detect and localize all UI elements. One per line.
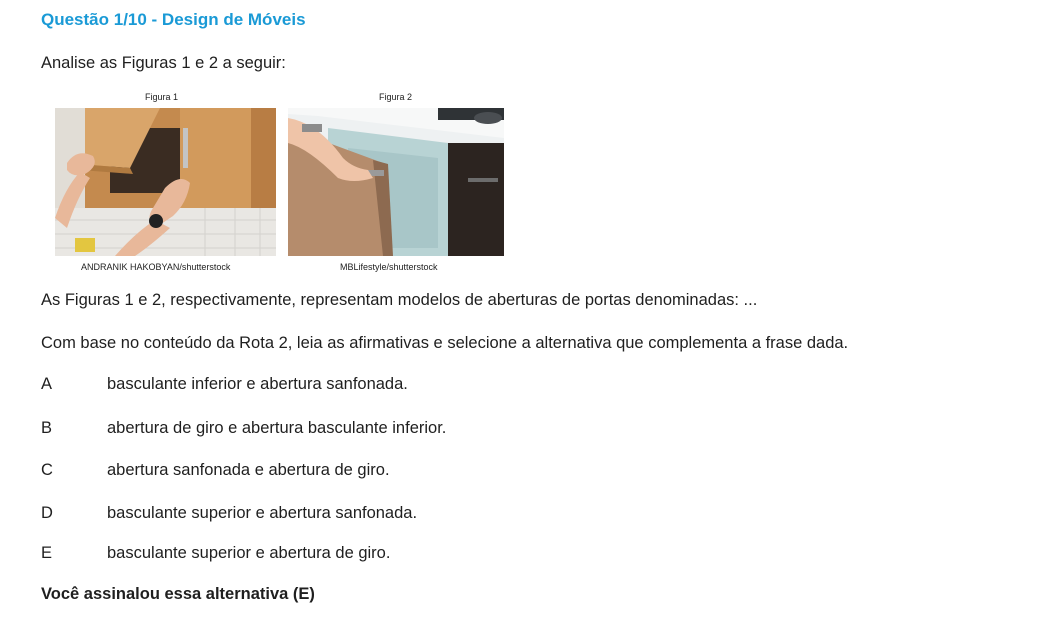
- selected-answer-text: Você assinalou essa alternativa (E): [41, 585, 315, 603]
- figure-2-credit: MBLifestyle/shutterstock: [340, 262, 438, 272]
- figure-1-image: [55, 108, 276, 256]
- option-letter: C: [41, 461, 53, 479]
- option-text: basculante superior e abertura sanfonada.: [107, 504, 418, 522]
- option-c[interactable]: [41, 461, 390, 480]
- option-text: abertura de giro e abertura basculante inferior.: [107, 419, 447, 437]
- figure-1-credit: ANDRANIK HAKOBYAN/shutterstock: [81, 262, 231, 272]
- question-title: Questão 1/10 - Design de Móveis: [41, 10, 306, 29]
- option-letter: A: [41, 375, 53, 393]
- option-d[interactable]: [41, 504, 417, 523]
- option-letter: E: [41, 544, 53, 562]
- question-instruction: Com base no conteúdo da Rota 2, leia as afirmativas e selecione a alternativa que complementa a frase dada.: [41, 334, 849, 352]
- option-text: basculante superior e abertura de giro.: [107, 544, 391, 562]
- option-text: abertura sanfonada e abertura de giro.: [107, 461, 390, 479]
- figure-2-label: Figura 2: [379, 92, 413, 102]
- option-letter: B: [41, 419, 53, 437]
- option-b[interactable]: [41, 419, 446, 438]
- option-e[interactable]: [41, 544, 390, 563]
- option-letter: D: [41, 504, 53, 522]
- option-a[interactable]: [41, 375, 408, 394]
- figure-1-label: Figura 1: [145, 92, 179, 102]
- question-statement: As Figuras 1 e 2, respectivamente, representam modelos de aberturas de portas denominadas: ...: [41, 291, 758, 309]
- figure-2-image: [288, 108, 504, 256]
- intro-text: Analise as Figuras 1 e 2 a seguir:: [41, 54, 286, 72]
- option-text: basculante inferior e abertura sanfonada.: [107, 375, 408, 393]
